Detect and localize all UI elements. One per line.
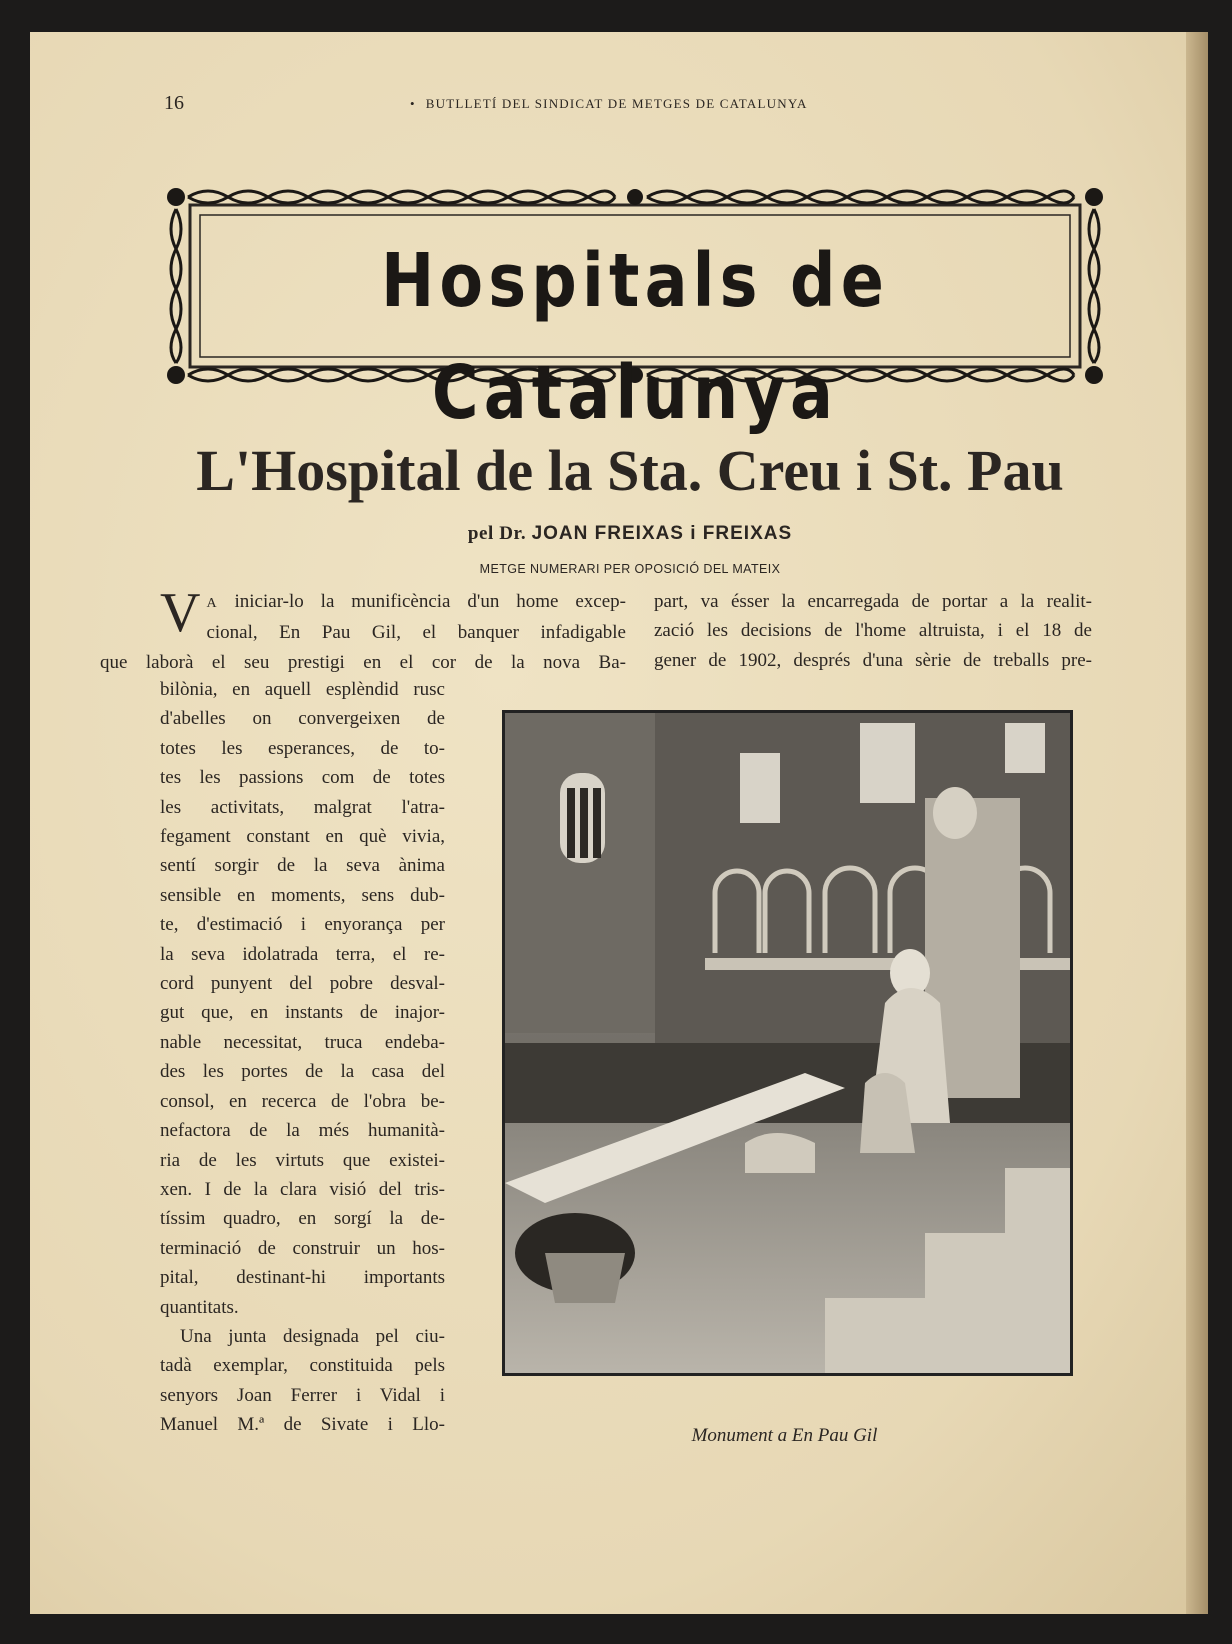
body-line: A iniciar-lo la munificència d'un home excep- [206,591,627,612]
body-line: pital, destinant-hi importants [160,1267,445,1289]
article-title: L'Hospital de la Sta. Creu i St. Pau [196,438,1064,503]
body-line: Manuel M.ª de Sivate i Llo- [160,1414,445,1436]
dropcap: V [160,582,201,644]
body-line: sentí sorgir de la seva ànima [160,855,445,877]
body-line: cord punyent del pobre desval- [160,973,445,995]
smallcap-letter: A [206,596,218,611]
body-line: xen. I de la clara visió del tris- [160,1178,445,1200]
left-column [160,675,445,1440]
document-page [30,32,1208,1614]
author-name: JOAN FREIXAS i FREIXAS [531,523,793,544]
right-column [654,587,1092,675]
body-line: consol, en recerca de l'obra be- [160,1090,445,1112]
photo-illustration [505,713,1070,1373]
body-line: terminació de construir un hos- [160,1237,445,1259]
photo-caption: Monument a En Pau Gil [691,1425,878,1446]
body-line: gut que, en instants de inajor- [160,1002,445,1024]
running-header [410,96,808,112]
page-number: 16 [164,92,184,114]
body-line: fegament constant en què vivia, [160,826,445,848]
body-line: que laborà el seu prestigi en el cor de la nova Ba- [100,651,626,673]
body-line: les activitats, malgrat l'atra- [160,796,445,818]
body-line: nable necessitat, truca endeba- [160,1031,445,1053]
byline-prefix: pel Dr. [467,523,527,544]
body-line: des les portes de la casa del [160,1061,445,1083]
section-banner [160,177,1110,436]
body-line: tes les passions com de totes [160,767,445,789]
body-line: la seva idolatrada terra, el re- [160,943,445,965]
banner-title: Hospitals de Catalunya [380,238,890,436]
body-line: gener de 1902, després d'una sèrie de treballs pre- [654,649,1092,671]
body-line: sensible en moments, sens dub- [160,884,445,906]
author-role: METGE NUMERARI PER OPOSICIÓ DEL MATEIX [479,562,781,576]
body-line: part, va ésser la encarregada de portar a la realit- [654,591,1092,612]
running-title: BUTLLETÍ DEL SINDICAT DE METGES DE CATALUNYA [425,96,808,111]
body-line: nefactora de la més humanità- [160,1120,445,1142]
body-line: ria de les virtuts que existei- [160,1149,445,1171]
body-line: zació les decisions de l'home altruista, i el 18 de [654,620,1092,642]
body-line: bilònia, en aquell esplèndid rusc [160,679,445,700]
body-line: d'abelles on convergeixen de [160,708,445,730]
body-line: te, d'estimació i enyorança per [160,914,445,936]
body-line: senyors Joan Ferrer i Vidal i [160,1384,445,1406]
byline [150,523,1110,545]
opening-paragraph [100,582,627,677]
bullet-icon: • [410,96,416,111]
body-line: quantitats. [160,1296,239,1318]
monument-photo [502,710,1073,1376]
body-line: totes les esperances, de to- [160,737,445,759]
body-line: tadà exemplar, constituida pels [160,1355,445,1377]
body-line: Una junta designada pel ciu- [180,1325,445,1347]
body-line: tíssim quadro, en sorgí la de- [160,1208,445,1230]
body-line: cional, En Pau Gil, el banquer infadigable [206,622,626,644]
page-edge [1186,32,1208,1614]
